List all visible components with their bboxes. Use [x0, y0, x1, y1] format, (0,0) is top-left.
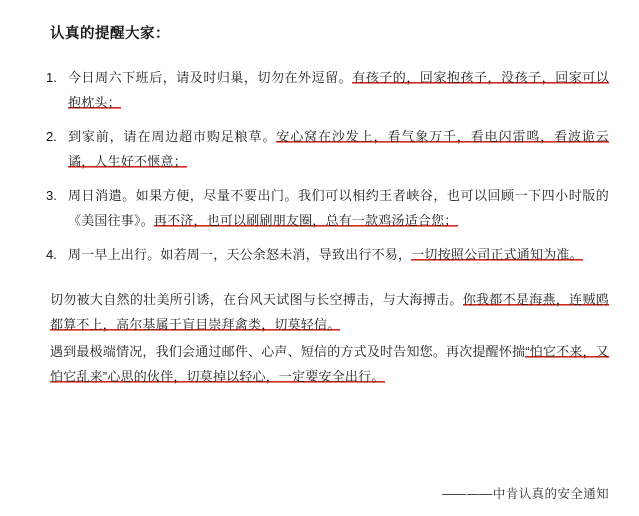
list-item-marker: 2.: [46, 129, 57, 144]
body-text: 周一早上出行。如若周一，天公余怒未消，导致出行不易，: [68, 247, 412, 262]
paragraph: [50, 339, 609, 389]
highlighted-text: 再不济，也可以刷刷朋友圈，总有一款鸡汤适合您；: [153, 213, 458, 228]
list-item-text: [68, 65, 609, 115]
signature-line: [442, 484, 609, 502]
body-text: 周日消遣。如果方便，尽量不要出门。我们可以相约王者峡谷，也可以回顾一下四小时版的《美国往事》。: [68, 188, 609, 228]
body-text: 遇到最极端情况，我们会通过邮件、心声、短信的方式及时告知您。再次提醒怀揣: [50, 344, 526, 359]
body-text: 到家前，请在周边超市购足粮草。: [68, 129, 277, 144]
body-text: 切勿被大自然的壮美所引诱，在台风天试图与长空搏击，与大海搏击。: [50, 292, 463, 307]
list-item-text: [68, 242, 609, 267]
list-item-marker: 4.: [46, 247, 57, 262]
list-item: [46, 242, 609, 267]
highlighted-text: 一切按照公司正式通知为准。: [411, 247, 583, 262]
highlighted-text: “怕它不来，又怕它乱来”心思的伙伴，切莫掉以轻心，一定要安全出行。: [50, 344, 610, 384]
signature-dash: ——: [442, 487, 466, 501]
list-item-text: [68, 124, 609, 174]
notice-list: [46, 65, 609, 267]
signature-text: ——中肯认真的安全通知: [467, 487, 609, 501]
list-item: [46, 65, 609, 115]
paragraph: [50, 287, 609, 337]
highlighted-text: 你我都不是海燕，连贼鸥都算不上，高尔基属于盲目崇拜禽类，切莫轻信。: [50, 292, 610, 332]
closing-paragraphs: [46, 287, 609, 389]
highlighted-text: 有孩子的，回家抱孩子，没孩子，回家可以抱枕头；: [68, 70, 609, 110]
list-item-text: [68, 183, 609, 233]
list-item: [46, 124, 609, 174]
list-item: [46, 183, 609, 233]
body-text: 今日周六下班后，请及时归巢，切勿在外逗留。: [68, 70, 353, 85]
highlighted-text: 安心窝在沙发上，看气象万千，看电闪雷鸣，看波诡云谲，人生好不惬意；: [68, 129, 609, 169]
list-item-marker: 3.: [46, 188, 57, 203]
list-item-marker: 1.: [46, 70, 57, 85]
page-title: 认真的提醒大家：: [50, 26, 170, 42]
